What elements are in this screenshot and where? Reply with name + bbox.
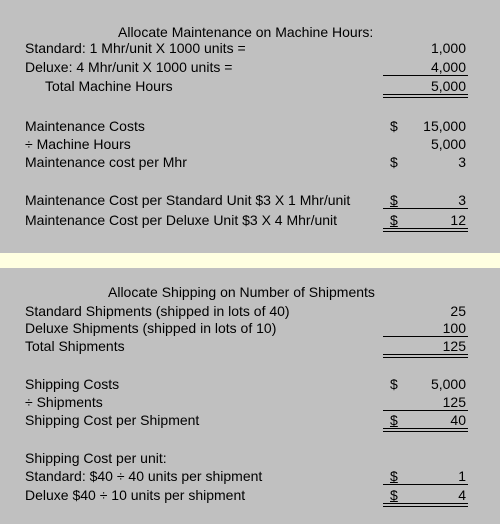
- deluxe-shipping-unit-value: 4: [458, 487, 466, 503]
- standard-unit-cost-label: Maintenance Cost per Standard Unit $3 X 1 Mhr/unit: [25, 192, 351, 208]
- section-divider: [0, 253, 500, 268]
- shipping-costs-currency: $: [390, 376, 398, 392]
- cost-per-shipment-value: 40: [450, 412, 466, 428]
- standard-mhr-value: 1,000: [430, 40, 466, 56]
- deluxe-shipping-unit-currency: $: [390, 487, 398, 503]
- standard-unit-cost-value: 3: [458, 192, 466, 208]
- cost-per-mhr-value: 3: [458, 154, 466, 170]
- deluxe-shipments-label: Deluxe Shipments (shipped in lots of 10): [25, 320, 277, 336]
- shipments-subtotal-rule: [383, 336, 468, 337]
- standard-shipments-value: 25: [450, 303, 466, 319]
- maintenance-costs-label: Maintenance Costs: [25, 118, 145, 134]
- total-mhr-value: 5,000: [430, 78, 466, 94]
- unit-cost-rule: [383, 208, 468, 209]
- cost-per-shipment-label: Shipping Cost per Shipment: [25, 412, 200, 428]
- shipping-title: Allocate Shipping on Number of Shipments: [108, 284, 375, 300]
- divide-mhr-value: 5,000: [430, 136, 466, 152]
- deluxe-unit-cost-currency: $: [390, 212, 398, 228]
- cost-per-shipment-currency: $: [390, 412, 398, 428]
- cost-per-shipment-double-rule: [383, 428, 468, 432]
- total-double-rule: [383, 94, 468, 98]
- maintenance-costs-value: 15,000: [423, 118, 466, 134]
- deluxe-shipping-unit-label: Deluxe $40 ÷ 10 units per shipment: [25, 487, 246, 503]
- deluxe-mhr-value: 4,000: [430, 59, 466, 75]
- standard-shipping-unit-currency: $: [390, 468, 398, 484]
- standard-shipments-label: Standard Shipments (shipped in lots of 40): [25, 303, 290, 319]
- deluxe-unit-cost-label: Maintenance Cost per Deluxe Unit $3 X 4 Mhr/unit: [25, 212, 338, 228]
- shipping-costs-label: Shipping Costs: [25, 376, 120, 392]
- deluxe-unit-cost-value: 12: [450, 212, 466, 228]
- total-shipments-label: Total Shipments: [25, 338, 125, 354]
- standard-mhr-label: Standard: 1 Mhr/unit X 1000 units =: [25, 40, 246, 56]
- shipments-total-double-rule: [383, 354, 468, 358]
- cost-per-mhr-currency: $: [390, 154, 398, 170]
- divide-shipments-label: ÷ Shipments: [25, 394, 103, 410]
- unit-cost-double-rule: [383, 228, 468, 232]
- cost-per-mhr-label: Maintenance cost per Mhr: [25, 154, 187, 170]
- shipping-cost-rule: [383, 410, 468, 411]
- standard-shipping-unit-value: 1: [458, 468, 466, 484]
- maintenance-title: Allocate Maintenance on Machine Hours:: [118, 24, 374, 40]
- subtotal-rule: [383, 75, 468, 76]
- divide-shipments-value: 125: [442, 394, 466, 410]
- standard-shipping-unit-label: Standard: $40 ÷ 40 units per shipment: [25, 468, 263, 484]
- total-shipments-value: 125: [442, 338, 466, 354]
- total-mhr-label: Total Machine Hours: [45, 78, 173, 94]
- shipping-unit-double-rule: [383, 503, 468, 507]
- maintenance-costs-currency: $: [390, 118, 398, 134]
- shipping-per-unit-heading: Shipping Cost per unit:: [25, 450, 167, 466]
- shipping-unit-rule: [383, 484, 468, 485]
- deluxe-shipments-value: 100: [442, 320, 466, 336]
- standard-unit-cost-currency: $: [390, 192, 398, 208]
- divide-mhr-label: ÷ Machine Hours: [25, 136, 131, 152]
- shipping-costs-value: 5,000: [430, 376, 466, 392]
- deluxe-mhr-label: Deluxe: 4 Mhr/unit X 1000 units =: [25, 59, 233, 75]
